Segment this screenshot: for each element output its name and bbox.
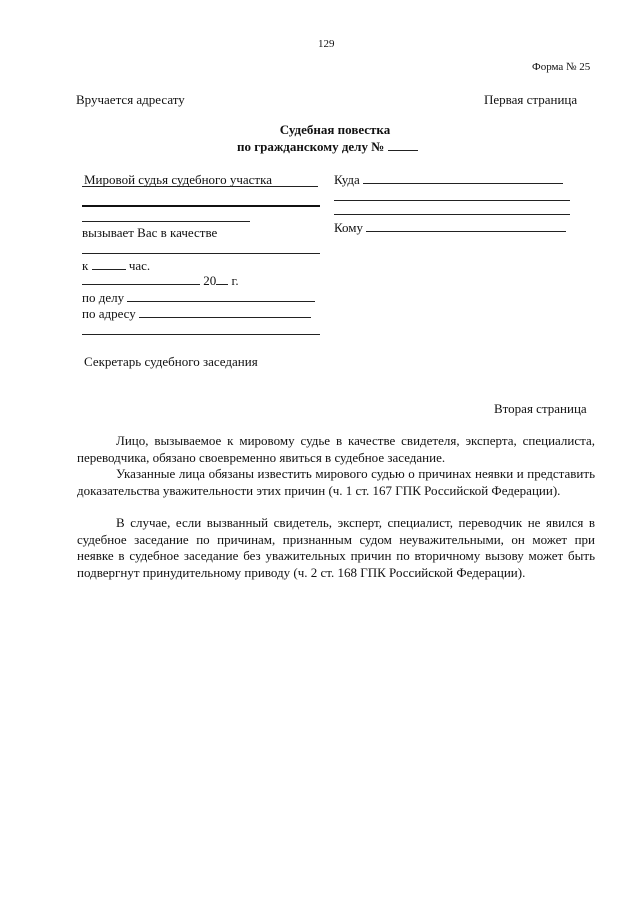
second-page-label: Вторая страница [494,401,587,416]
paragraph-3: В случае, если вызванный свидетель, эксперт, специалист, переводчик не явился в судебное заседание по причинам, признанным судом неуважительными, он может при неявке в судебное заседание без уважительных причин по вторичному вызову может быть подвергнут принудительному приводу (ч. 2 ст. 168 ГПК Российской Федерации). [77,515,595,580]
where-line [334,172,563,188]
subtitle-text: по гражданскому делу № [237,139,385,154]
paragraph-2: Указанные лица обязаны известить мирового судью о причинах неявки и представить доказательства уважительности этих причин (ч. 1 ст. 167 ГПК Российской Федерации). [77,466,595,498]
whom-field [366,221,566,232]
date-line [82,273,239,289]
case-number-field [388,140,418,151]
where-line-2 [334,200,570,201]
summoned-name-line [82,221,250,222]
address-line [82,306,311,322]
judge-underline [82,186,318,187]
whom-line [334,220,566,236]
case-label: по делу [82,290,125,305]
whom-label: Кому [334,220,364,235]
year-prefix: 20 [203,273,217,288]
where-field [363,173,563,184]
form-label: Форма № 25 [532,61,591,73]
where-label: Куда [334,172,360,187]
capacity-line [82,253,320,254]
secretary-label: Секретарь судебного заседания [84,354,258,369]
document-subtitle [237,139,418,155]
summons-as-text: вызывает Вас в качестве [82,225,218,240]
document-title: Судебная повестка [279,122,391,137]
address-label: по адресу [82,306,136,321]
where-line-3 [334,214,570,215]
case-line [82,290,315,306]
case-field [127,291,315,302]
date-field [82,274,200,285]
address-extra-line [82,334,320,335]
page-number: 129 [318,38,335,50]
year-field [216,274,228,285]
judge-second-line [82,205,320,207]
at-prefix: к [82,258,89,273]
hours-suffix: час. [128,258,151,273]
address-field [139,307,311,318]
header-deliver-to-addressee: Вручается адресату [76,92,185,107]
hour-field [92,259,126,270]
year-suffix: г. [231,273,239,288]
judge-line: Мировой судья судебного участка [84,172,272,187]
time-line [82,258,150,274]
header-first-page: Первая страница [484,92,578,107]
paragraph-1: Лицо, вызываемое к мировому судье в качестве свидетеля, эксперта, специалиста, переводчика, обязано своевременно явиться в судебное заседание. [77,433,595,465]
